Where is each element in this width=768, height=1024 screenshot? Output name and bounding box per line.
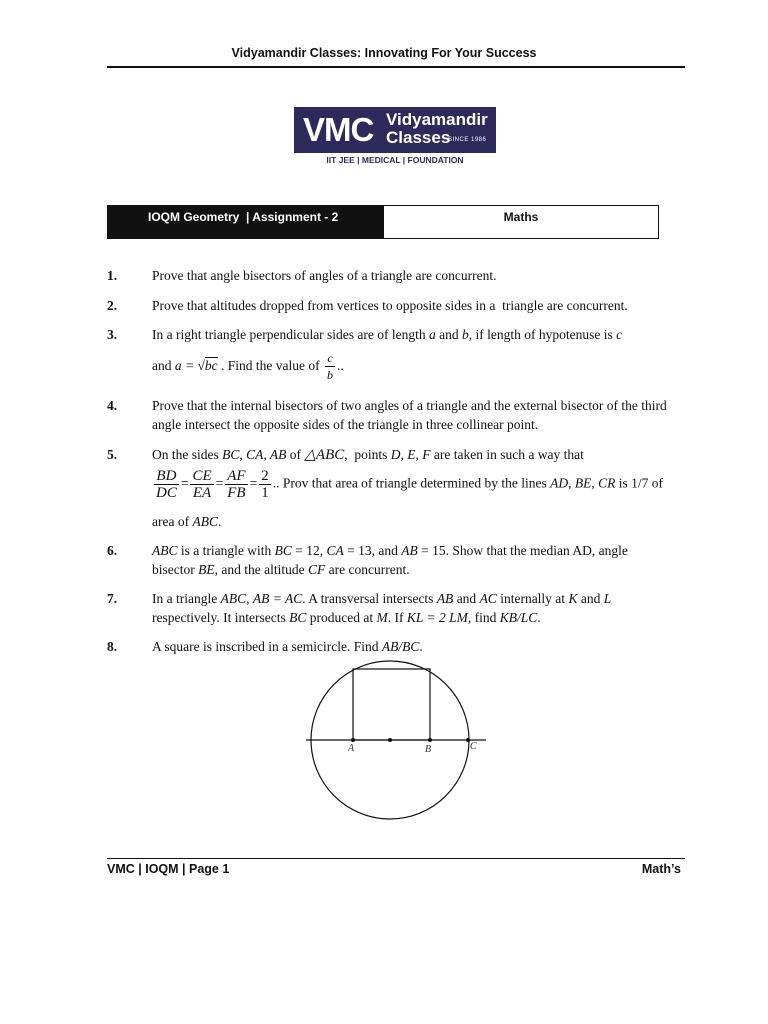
q3-find: . Find the value of [217,358,324,373]
q7-text-part: . [537,610,541,625]
equals-sign: = [215,475,224,491]
fraction-af-fb [225,468,247,501]
q6-text-part: = 15. Show that the median AD, angle [417,543,628,558]
point-a [351,738,355,742]
q7-kl: KL = 2 LM [406,610,468,625]
q3-text-part: In a right triangle perpendicular sides are of length [152,327,430,342]
banner-subject: Maths [503,210,539,224]
var-a: a [429,327,436,342]
logo-tagline: IIT JEE | MEDICAL | FOUNDATION [326,155,464,165]
logo-name-line1: Vidyamandir [386,110,488,129]
question-text [152,512,687,531]
q7-ac: AC [479,591,497,606]
fraction-numerator: BD [154,468,179,485]
q5-abc: ABC [192,514,218,529]
footer-left: VMC | IOQM | Page 1 [107,862,230,876]
fraction-bd-dc [154,468,179,501]
fraction-c-over-b [325,350,335,383]
logo-vmc-text: VMC [303,111,374,148]
question-text: Prove that the internal bisectors of two angles of a triangle and the external bisector of the third angle intersect the opposite sides of the triangle in three collinear point. [152,398,667,432]
fraction-ce-ea [190,468,213,501]
q5-text-part: area of [152,514,193,529]
q7-text-part: , [246,591,253,606]
page-header-title: Vidyamandir Classes: Innovating For Your Success [231,46,537,60]
vmc-logo [294,107,496,153]
fraction-numerator: AF [227,468,246,484]
q7-text-part: produced at [306,610,377,625]
q7-text-part: and [577,591,604,606]
point-b [428,738,432,742]
question-text [152,560,687,579]
q7-bc: BC [289,610,307,625]
q7-text-part: , find [467,610,500,625]
q5-sides: BC, CA, AB [222,447,287,462]
q7-l: L [603,591,612,606]
q7-ratio: KB/LC [499,610,538,625]
question-text [152,468,687,501]
label-b: B [425,744,432,755]
equals-sign: = [249,475,258,491]
fraction-denominator: EA [192,485,212,501]
question-number: 5. [107,447,118,462]
question-text [152,608,687,627]
fraction-denominator: b [327,368,334,383]
footer-right: Math’s [641,862,681,876]
q7-text-part: respectively. It intersects [152,610,290,625]
q5-triangle: △ABC [304,447,345,463]
banner-title: IOQM Geometry | Assignment - 2 [108,206,384,238]
fraction-denominator: 1 [261,485,269,501]
q7-ab: AB [436,591,454,606]
var-b: b [462,327,469,342]
q7-m: M [376,610,388,625]
header-rule [107,66,685,68]
q7-ab-ac: AB = AC [252,591,303,606]
q5-lines: AD, BE, CR [550,475,616,491]
question-number: 8. [107,639,118,654]
q7-abc: ABC [220,591,247,606]
q6-ca: CA [326,543,344,558]
question-text [152,347,687,385]
q5-text-part: are taken in such a way that [430,447,584,462]
question-number: 2. [107,298,118,313]
q5-text-part: of [286,447,305,462]
q6-text-part: bisector [152,562,199,577]
figure-square [353,669,430,740]
fraction-2-1 [259,468,271,501]
q6-cf: CF [307,562,326,577]
question-number: 3. [107,327,118,342]
point-center [388,738,392,742]
q5-text-part: . [217,514,222,529]
q6-text-part: , and the altitude [214,562,308,577]
q7-text-part: internally at [496,591,569,606]
question-text [152,325,687,344]
sqrt-symbol: √ [197,358,205,373]
assignment-banner [107,205,659,239]
q7-k: K [568,591,578,606]
fraction-numerator: CE [192,468,212,484]
q7-text-part: In a triangle [152,591,221,606]
fraction-numerator: c [325,350,335,367]
q8-text-part: A square is inscribed in a semicircle. Find [152,639,382,654]
question-number: 6. [107,543,118,558]
q7-text-part: . If [387,610,407,625]
q6-text-part: = 13, and [343,543,402,558]
q3-end: .. [337,358,344,373]
q7-text-part: and [453,591,480,606]
q6-abc: ABC [152,543,178,558]
label-c: C [470,741,477,752]
logo-name-line2: Classes [386,128,451,147]
footer-rule [107,858,685,859]
question-number: 7. [107,591,118,606]
fraction-numerator: 2 [261,468,269,484]
q6-text-part: is a triangle with [177,543,275,558]
q6-text-part: = 12, [291,543,327,558]
q5-dot: . [272,475,277,491]
q5-text-part: On the sides [152,447,223,462]
q8-text-part: . [419,639,423,654]
q3-text-part: and [435,327,463,342]
q5-points: D, E, F [390,447,431,462]
q6-text-part: are concurrent. [325,562,410,577]
q8-ratio: AB/BC [381,639,420,654]
sqrt-argument: bc [204,358,218,373]
q5-text-part: . Prov that area of triangle determined by the lines [276,475,551,491]
logo-since: SINCE 1986 [448,137,487,143]
fraction-denominator: FB [227,485,246,501]
question-number: 1. [107,268,118,283]
q7-text-part: . A transversal intersects [302,591,437,606]
q3-text-part: , if length of hypotenuse is [468,327,617,342]
q6-bc: BC [274,543,292,558]
question-number: 4. [107,398,118,413]
question-text: Prove that altitudes dropped from vertices to opposite sides in a triangle are concurrent. [152,298,628,313]
equals-sign: = [180,475,189,491]
q3-and: and [152,358,175,373]
question-text [152,637,687,656]
q6-ab: AB [401,543,418,558]
q5-text-part: , points [344,447,391,462]
question-text [152,445,687,465]
q6-be: BE [198,562,215,577]
question-text [152,541,687,560]
question-text: Prove that angle bisectors of angles of a triangle are concurrent. [152,268,497,283]
question-text [152,589,687,608]
q3-eq: a = [174,358,198,373]
semicircle-square-figure [300,660,500,830]
q5-text-part: is 1/7 of [615,475,664,491]
label-a: A [348,743,355,754]
var-c: c [616,327,623,342]
fraction-denominator: DC [156,485,177,501]
